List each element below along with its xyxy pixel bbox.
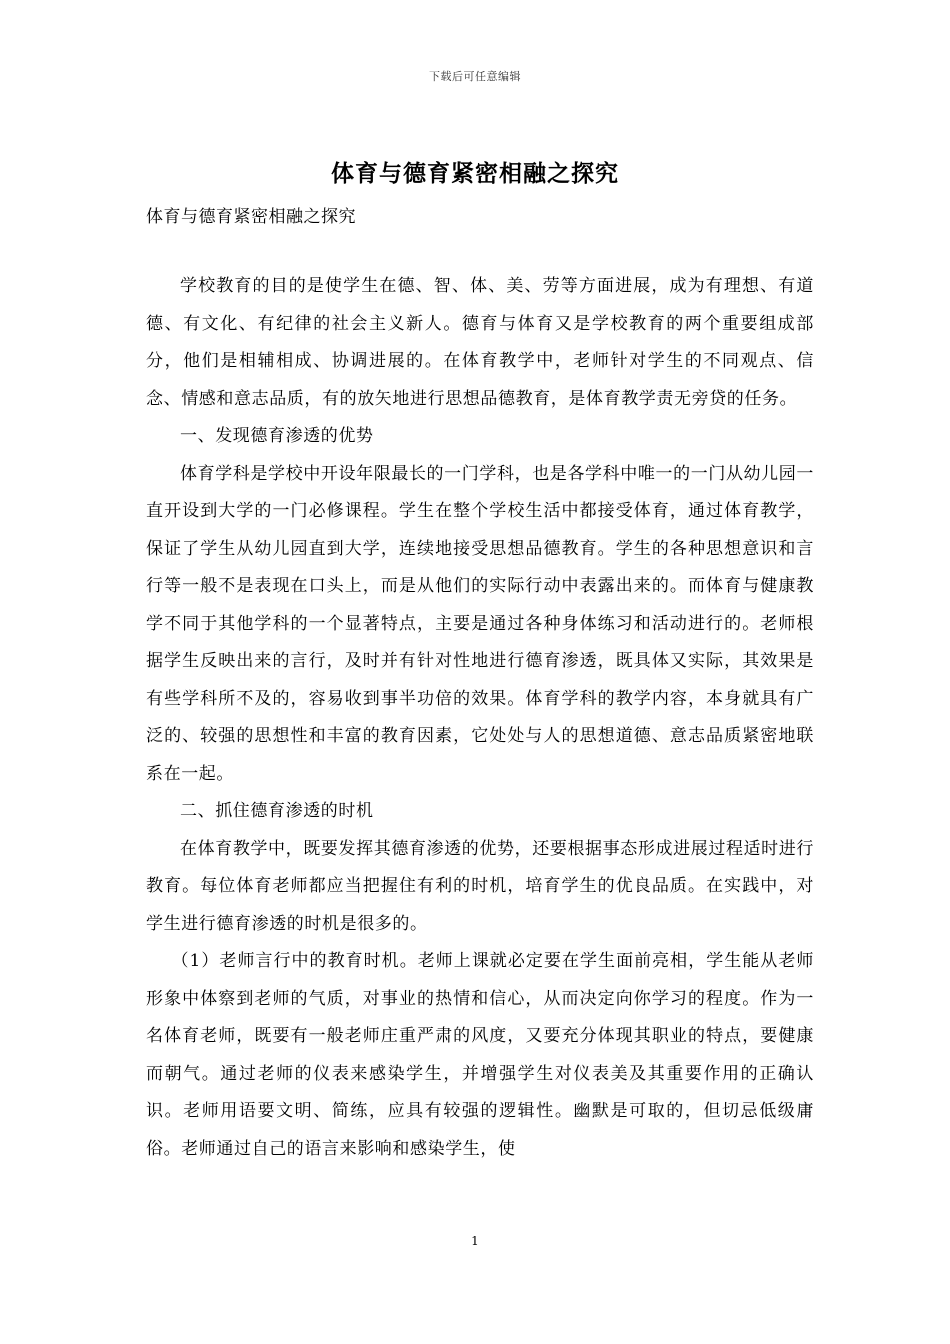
document-body <box>146 268 814 1168</box>
document-subtitle: 体育与德育紧密相融之探究 <box>146 207 356 227</box>
paragraph-section-1: 体育学科是学校中开设年限最长的一门学科，也是各学科中唯一的一门从幼儿园一直开设到大学的一门必修课程。学生在整个学校生活中都接受体育，通过体育教学，保证了学生从幼儿园直到大学，连续地接受思想品德教育。学生的各种思想意识和言行等一般不是表现在口头上，而是从他们的实际行动中表露出来的。而体育与健康教学不同于其他学科的一个显著特点，主要是通过各种身体练习和活动进行的。老师根据学生反映出来的言行，及时并有针对性地进行德育渗透，既具体又实际，其效果是有些学科所不及的，容易收到事半功倍的效果。体育学科的教学内容，本身就具有广泛的、较强的思想性和丰富的教育因素，它处处与人的思想道德、意志品质紧密地联系在一起。 <box>146 463 814 784</box>
paragraph-intro: 学校教育的目的是使学生在德、智、体、美、劳等方面进展，成为有理想、有道德、有文化、有纪律的社会主义新人。德育与体育又是学校教育的两个重要组成部分，他们是相辅相成、协调进展的。在体育教学中，老师针对学生的不同观点、信念、情感和意志品质，有的放矢地进行思想品德教育，是体育教学责无旁贷的任务。 <box>146 276 814 409</box>
paragraph-item-1: （1）老师言行中的教育时机。老师上课就必定要在学生面前亮相，学生能从老师形象中体察到老师的气质，对事业的热情和信心，从而决定向你学习的程度。作为一名体育老师，既要有一般老师庄重严肃的风度，又要充分体现其职业的特点，要健康而朝气。通过老师的仪表来感染学生，并增强学生对仪表美及其重要作用的正确认识。老师用语要文明、简练，应具有较强的逻辑性。幽默是可取的，但切忌低级庸俗。老师通过自己的语言来影响和感染学生，使 <box>146 951 814 1159</box>
paragraph-section-2: 在体育教学中，既要发挥其德育渗透的优势，还要根据事态形成进展过程适时进行教育。每位体育老师都应当把握住有利的时机，培育学生的优良品质。在实践中，对学生进行德育渗透的时机是很多的。 <box>146 838 814 934</box>
section-heading-1: 一、发现德育渗透的优势 <box>180 426 374 446</box>
document-title: 体育与德育紧密相融之探究 <box>331 160 619 187</box>
header-note: 下载后可任意编辑 <box>429 70 521 83</box>
page-number: 1 <box>471 1234 479 1248</box>
section-heading-2: 二、抓住德育渗透的时机 <box>180 801 374 821</box>
